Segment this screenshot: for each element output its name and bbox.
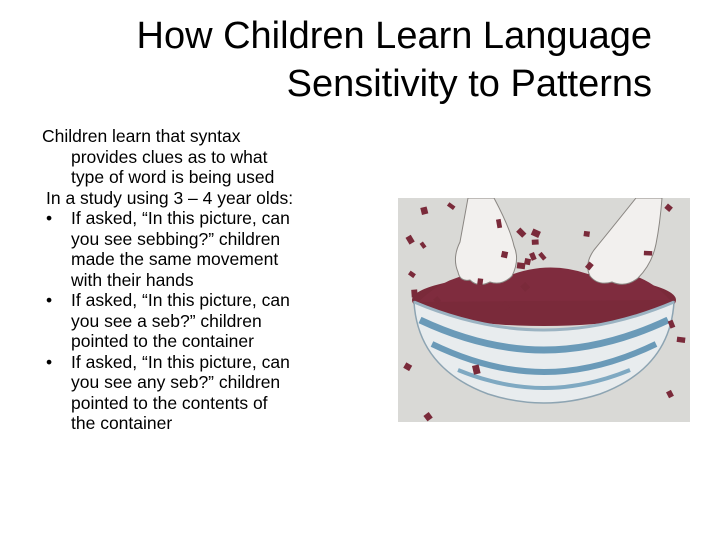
intro-line-2: provides clues as to what: [71, 146, 268, 167]
slide-title: [137, 12, 652, 108]
confetti-piece: [477, 278, 483, 285]
left-hand: [455, 198, 516, 285]
confetti-piece: [406, 235, 415, 245]
bullet-1-line-2: you see sebbing?” children: [71, 228, 281, 249]
confetti-piece: [501, 251, 508, 259]
confetti-piece: [423, 412, 432, 421]
confetti-piece: [538, 252, 546, 261]
title-line-2: Sensitivity to Patterns: [286, 63, 652, 105]
title-line-1: How Children Learn Language: [136, 15, 652, 57]
confetti-piece: [677, 337, 686, 343]
study-intro: In a study using 3 – 4 year olds:: [46, 187, 294, 208]
bullet-2-line-3: pointed to the container: [71, 331, 254, 351]
confetti-piece: [408, 271, 416, 278]
bullet-3-line-1: If asked, “In this picture, can: [71, 351, 290, 372]
confetti-piece: [516, 227, 526, 237]
bullet-3-line-4: the container: [71, 413, 173, 433]
confetti-piece: [531, 229, 541, 238]
confetti-piece: [666, 390, 674, 398]
bullet-3-line-2: you see any seb?” children: [71, 372, 281, 392]
confetti-piece: [411, 289, 417, 297]
confetti-piece: [447, 202, 456, 210]
confetti-piece: [532, 239, 539, 245]
confetti-piece: [524, 258, 531, 265]
confetti-piece: [583, 231, 590, 237]
bullet-item-2: [42, 290, 362, 352]
right-hand: [588, 198, 662, 284]
slide-body: [42, 126, 362, 434]
confetti-piece: [420, 242, 427, 249]
intro-line-3: type of word is being used: [71, 167, 275, 187]
bullet-1-line-1: If asked, “In this picture, can: [71, 208, 290, 228]
bullet-dot-icon: •: [46, 208, 53, 228]
confetti-piece: [403, 362, 412, 371]
intro-line-1: Children learn that syntax: [42, 126, 241, 146]
confetti-piece: [664, 203, 673, 212]
bullet-1-line-4: with their hands: [71, 269, 194, 290]
confetti-piece: [644, 251, 653, 256]
bullet-3-line-3: pointed to the contents of: [71, 392, 268, 413]
bullet-item-1: [42, 208, 362, 290]
bullet-2-line-1: If asked, “In this picture, can: [71, 290, 290, 310]
bowl-illustration-svg: [398, 198, 690, 422]
bullet-2-line-2: you see a seb?” children: [71, 310, 262, 331]
confetti-piece: [420, 206, 428, 215]
bowl-illustration: [398, 198, 690, 422]
bullet-dot-icon: •: [46, 290, 53, 310]
bullet-item-3: [42, 352, 362, 434]
bullet-dot-icon: •: [46, 351, 53, 372]
bullet-1-line-3: made the same movement: [71, 249, 279, 269]
